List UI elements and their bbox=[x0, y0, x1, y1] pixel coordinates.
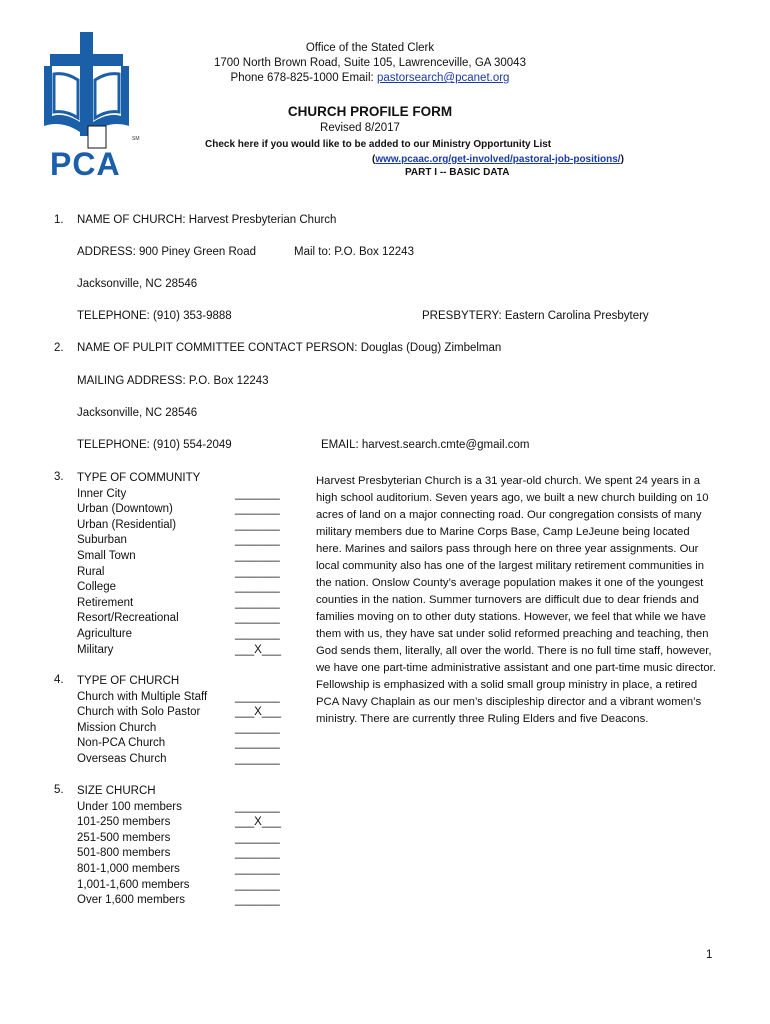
ministry-check-line: Check here if you would like to be added to our Ministry Opportunity List bbox=[205, 139, 552, 150]
list-item: Non-PCA Church bbox=[77, 737, 166, 750]
list-item: 251-500 members bbox=[77, 831, 171, 844]
list-item: 101-250 members bbox=[77, 816, 171, 829]
list-item: Resort/Recreational bbox=[77, 612, 179, 625]
checkbox-blank[interactable]: _______ bbox=[235, 627, 280, 640]
email-link[interactable]: pastorsearch@pcanet.org bbox=[376, 72, 510, 84]
list-item: Mission Church bbox=[77, 721, 157, 734]
checkbox-blank[interactable]: _______ bbox=[235, 503, 280, 516]
checkbox-blank[interactable]: _______ bbox=[235, 721, 280, 734]
list-item: 1,001-1,600 members bbox=[77, 878, 190, 891]
checkbox-blank[interactable]: _______ bbox=[235, 487, 280, 500]
contact-line bbox=[190, 72, 550, 84]
checkbox-blank[interactable]: _______ bbox=[235, 894, 280, 907]
section-1-number: 1. bbox=[54, 214, 64, 226]
phone-text: Phone 678-825-1000 Email: bbox=[230, 72, 374, 84]
checkbox-blank[interactable]: _______ bbox=[235, 549, 280, 562]
list-item: Over 1,600 members bbox=[77, 894, 186, 907]
section-2-number: 2. bbox=[54, 342, 64, 354]
list-item: Suburban bbox=[77, 534, 127, 547]
part-heading: PART I -- BASIC DATA bbox=[405, 167, 510, 178]
link-close-paren: ) bbox=[620, 154, 624, 165]
section-3-number: 3. bbox=[54, 471, 64, 483]
checkbox-blank[interactable]: _______ bbox=[235, 612, 280, 625]
checkbox-blank[interactable]: _______ bbox=[235, 534, 280, 547]
community-marks bbox=[235, 487, 281, 659]
list-item: Agriculture bbox=[77, 627, 132, 640]
list-item: College bbox=[77, 581, 116, 594]
pca-logo-sm: SM bbox=[132, 136, 140, 142]
church-address: ADDRESS: 900 Piney Green Road bbox=[77, 246, 256, 258]
list-item: Urban (Residential) bbox=[77, 518, 177, 531]
list-item: Military bbox=[77, 643, 114, 656]
checkbox-blank[interactable]: ___X___ bbox=[235, 706, 282, 719]
list-item: Rural bbox=[77, 565, 105, 578]
community-heading: TYPE OF COMMUNITY bbox=[77, 472, 201, 484]
checkbox-blank[interactable]: ___X___ bbox=[235, 643, 282, 656]
list-item: Urban (Downtown) bbox=[77, 503, 173, 516]
list-item: Inner City bbox=[77, 487, 127, 500]
section-4-number: 4. bbox=[54, 674, 64, 686]
church-size-heading: SIZE CHURCH bbox=[77, 785, 156, 797]
checkbox-blank[interactable]: _______ bbox=[235, 862, 280, 875]
revised-date: Revised 8/2017 bbox=[320, 122, 400, 134]
checkbox-blank[interactable]: _______ bbox=[235, 581, 280, 594]
ministry-link[interactable]: www.pcaac.org/get-involved/pastoral-job-positions/ bbox=[375, 154, 621, 165]
contact-city: Jacksonville, NC 28546 bbox=[77, 407, 198, 419]
contact-person: NAME OF PULPIT COMMITTEE CONTACT PERSON: Douglas (Doug) Zimbelman bbox=[77, 342, 502, 354]
section-5-number: 5. bbox=[54, 784, 64, 796]
list-item: Retirement bbox=[77, 596, 134, 609]
checkbox-blank[interactable]: _______ bbox=[235, 565, 280, 578]
checkbox-blank[interactable]: _______ bbox=[235, 596, 280, 609]
page-number: 1 bbox=[706, 949, 713, 961]
office-line: Office of the Stated Clerk bbox=[305, 42, 435, 54]
checkbox-blank[interactable]: _______ bbox=[235, 800, 280, 813]
church-name: NAME OF CHURCH: Harvest Presbyterian Church bbox=[77, 214, 337, 226]
checkbox-blank[interactable]: _______ bbox=[235, 737, 280, 750]
presbytery: PRESBYTERY: Eastern Carolina Presbytery bbox=[422, 310, 649, 322]
checkbox-blank[interactable]: _______ bbox=[235, 518, 280, 531]
church-size-list bbox=[77, 784, 190, 909]
list-item: Church with Multiple Staff bbox=[77, 690, 208, 703]
community-list bbox=[77, 471, 200, 658]
checkbox-blank[interactable]: _______ bbox=[235, 690, 280, 703]
church-description: Harvest Presbyterian Church is a 31 year-old church. We spent 24 years in a high school auditorium. Seven years ago, we built a new church building on 10 acres of land on a major connecting road. Our congregation consists of many military members due to Marine Corps Base, Camp LeJeune being located here. Marines and sailors pass through here on three year assignments. Our local community also has one of the largest military retirement communities in the nation. Onslow County’s average population makes it one of the youngest counties in the nation. Summer turnovers are difficult due to dear friends and families moving on to other duty stations. However, we feel that while we have them with us, they have sat under solid reformed preaching and teaching, then God sends them, literally, all over the world. There is no full time staff, however, we have one part-time administrative assistant and one part-time music director. Fellowship is emphasized with a solid small group ministry in place, a retired PCA Navy Chaplain as our men’s discipleship director and a vibrant women’s ministry. There are currently three Ruling Elders and five Deacons. bbox=[316, 475, 716, 725]
checkbox-blank[interactable]: _______ bbox=[235, 878, 280, 891]
contact-email: EMAIL: harvest.search.cmte@gmail.com bbox=[321, 439, 530, 451]
church-telephone: TELEPHONE: (910) 353-9888 bbox=[77, 310, 232, 322]
list-item: Church with Solo Pastor bbox=[77, 706, 201, 719]
list-item: 501-800 members bbox=[77, 847, 171, 860]
list-item: Small Town bbox=[77, 549, 136, 562]
contact-telephone: TELEPHONE: (910) 554-2049 bbox=[77, 439, 232, 451]
list-item: Overseas Church bbox=[77, 752, 167, 765]
church-type-marks bbox=[235, 690, 281, 768]
church-size-marks bbox=[235, 800, 281, 909]
checkbox-blank[interactable]: _______ bbox=[235, 847, 280, 860]
link-open-paren: ( bbox=[372, 154, 376, 165]
checkbox-blank[interactable]: _______ bbox=[235, 752, 280, 765]
address-line: 1700 North Brown Road, Suite 105, Lawrenceville, GA 30043 bbox=[214, 57, 526, 69]
list-item: Under 100 members bbox=[77, 800, 182, 813]
pca-logo bbox=[40, 30, 142, 186]
form-title: CHURCH PROFILE FORM bbox=[287, 104, 453, 119]
checkbox-blank[interactable]: ___X___ bbox=[235, 816, 282, 829]
list-item: 801-1,000 members bbox=[77, 862, 180, 875]
church-mailto: Mail to: P.O. Box 12243 bbox=[294, 246, 414, 258]
pca-logo-text: PCA bbox=[50, 146, 121, 182]
checkbox-blank[interactable]: _______ bbox=[235, 831, 280, 844]
mailing-address: MAILING ADDRESS: P.O. Box 12243 bbox=[77, 375, 269, 387]
ministry-link-line bbox=[372, 154, 624, 165]
church-type-heading: TYPE OF CHURCH bbox=[77, 675, 180, 687]
church-type-list bbox=[77, 674, 207, 768]
church-city: Jacksonville, NC 28546 bbox=[77, 278, 198, 290]
